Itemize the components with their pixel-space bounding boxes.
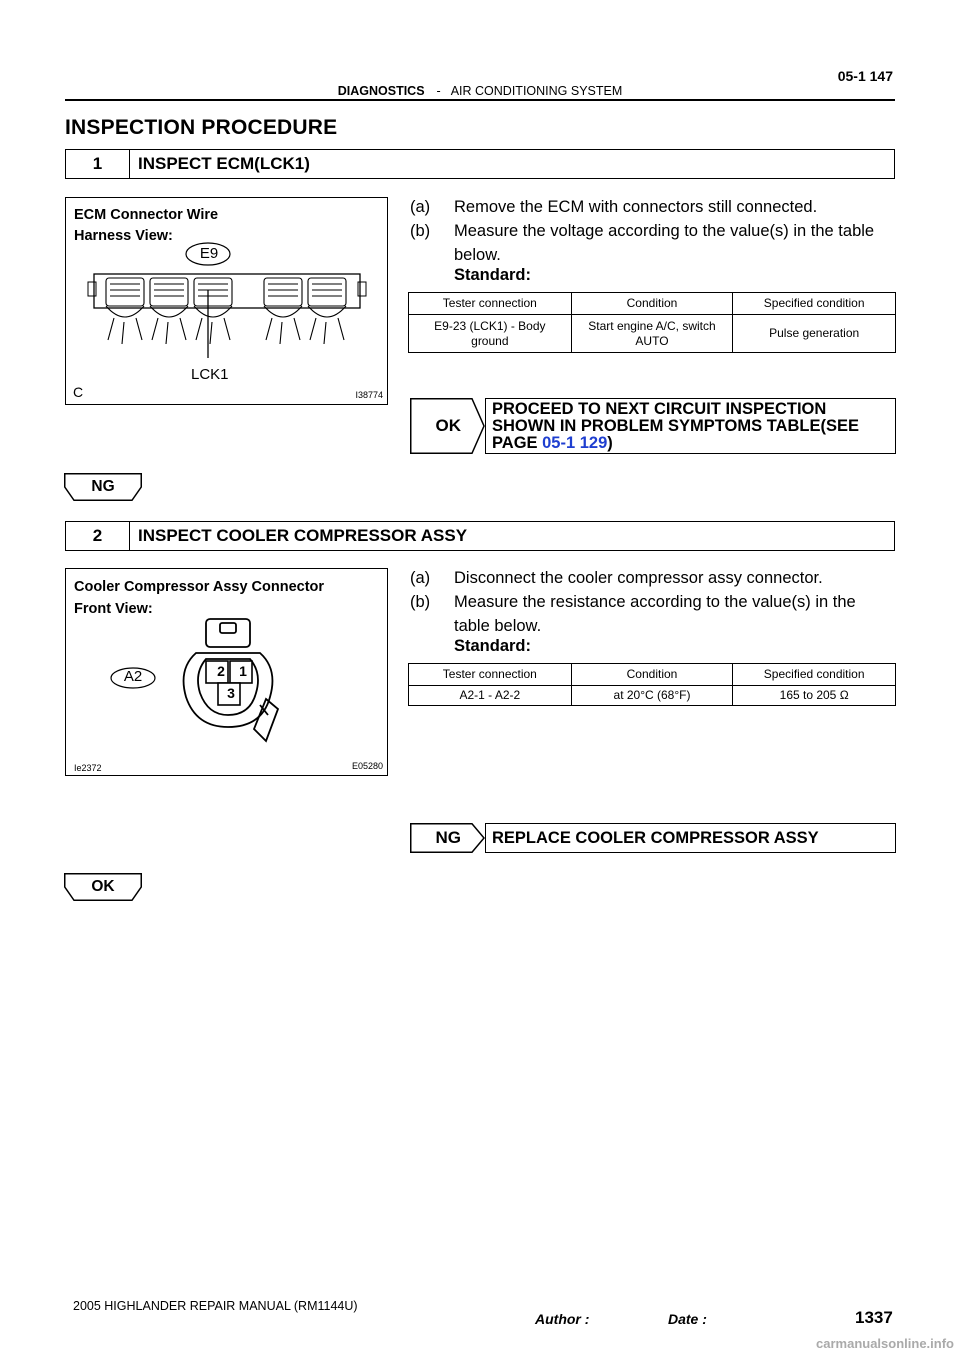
result-ok-line2: SHOWN IN PROBLEM SYMPTOMS TABLE(SEE — [492, 416, 859, 435]
cell-tester-connection: A2-1 - A2-2 — [409, 686, 572, 706]
step-1-title: INSPECT ECM(LCK1) — [138, 154, 310, 173]
pin-lck1-label: LCK1 — [191, 366, 229, 383]
author-label: Author : — [535, 1311, 590, 1327]
result-ng-tag-label: NG — [435, 828, 461, 847]
figure-corner-label: C — [73, 384, 84, 400]
instruction-b-continued: below. — [454, 246, 501, 264]
page-number: 1337 — [855, 1308, 893, 1327]
standard-label-1: Standard: — [454, 266, 532, 284]
header-system: AIR CONDITIONING SYSTEM — [450, 84, 623, 98]
instruction2-b-label: (b) — [410, 593, 431, 611]
figure-title-line2: Harness View: — [74, 228, 173, 244]
result-ng-line1: REPLACE COOLER COMPRESSOR ASSY — [492, 828, 819, 847]
result-ok-tag-label: OK — [435, 416, 461, 435]
step-2-instructions — [410, 566, 896, 616]
instruction-b-text: Measure the voltage according to the value(s) in the table — [454, 222, 875, 240]
result-ng-message — [485, 823, 896, 853]
instruction2-a-text: Disconnect the cooler compressor assy connector. — [454, 569, 823, 587]
col-header-specified: Specified condition — [733, 293, 896, 315]
ecm-connector-figure — [65, 197, 388, 405]
table-header-row — [409, 664, 896, 686]
result-ng-replace[interactable] — [410, 823, 896, 853]
cell-condition: Start engine A/C, switch AUTO — [571, 315, 733, 353]
pin-3-label: 3 — [227, 685, 235, 701]
standard-label-2: Standard: — [454, 637, 532, 655]
table-header-row — [409, 293, 896, 315]
figure2-title-line1: Cooler Compressor Assy Connector — [74, 579, 325, 595]
figure2-code: E05280 — [351, 761, 383, 771]
pin-2-label: 2 — [217, 663, 225, 679]
col-header-specified: Specified condition — [733, 664, 896, 686]
result-ok-message — [485, 398, 896, 454]
step-2-number: 2 — [66, 522, 130, 550]
instruction2-b-continued: table below. — [454, 617, 542, 635]
result-ok-proceed[interactable] — [410, 398, 896, 454]
step-1-bar — [65, 149, 895, 179]
flow-tag-ok-label: OK — [91, 878, 115, 895]
spec-table-2 — [408, 663, 896, 706]
step-1-number: 1 — [66, 150, 130, 178]
col-header-condition: Condition — [571, 664, 733, 686]
table-row — [409, 315, 896, 353]
figure2-title-line2: Front View: — [74, 601, 153, 617]
header-category: DIAGNOSTICS — [337, 84, 425, 98]
table-row — [409, 686, 896, 706]
date-label: Date : — [668, 1311, 707, 1327]
instruction2-a-label: (a) — [410, 569, 431, 587]
section-title: INSPECTION PROCEDURE — [65, 116, 338, 139]
col-header-tester: Tester connection — [409, 293, 572, 315]
result-ok-line1: PROCEED TO NEXT CIRCUIT INSPECTION — [492, 399, 827, 418]
pin-1-label: 1 — [239, 663, 247, 679]
result-ng-tag — [410, 823, 485, 853]
figure2-code-left: Ie2372 — [74, 763, 102, 773]
manual-title: 2005 HIGHLANDER REPAIR MANUAL (RM1144U) — [73, 1299, 358, 1313]
header-breadcrumb — [0, 84, 960, 98]
instruction-b-label: (b) — [410, 222, 431, 240]
spec-table-1 — [408, 292, 896, 353]
header-dash: - — [436, 84, 441, 98]
step-2-bar — [65, 521, 895, 551]
watermark: carmanualsonline.info — [816, 1336, 954, 1351]
flow-tag-ng-label: NG — [91, 478, 115, 495]
compressor-connector-figure — [65, 568, 388, 776]
figure-title-line1: ECM Connector Wire — [74, 207, 219, 223]
cell-tester-connection: E9-23 (LCK1) - Body ground — [409, 315, 572, 353]
figure-code: I38774 — [355, 390, 383, 400]
connector-a2-label: A2 — [123, 668, 143, 685]
flow-tag-ok — [64, 873, 142, 901]
step-1-instructions — [410, 195, 896, 245]
step-2-title: INSPECT COOLER COMPRESSOR ASSY — [138, 526, 468, 545]
instruction2-b-text: Measure the resistance according to the value(s) in the — [454, 593, 856, 611]
result-ok-line3: PAGE 05-1 129) — [492, 433, 613, 452]
flow-tag-ng — [64, 473, 142, 501]
cell-specified-condition: 165 to 205 Ω — [733, 686, 896, 706]
col-header-tester: Tester connection — [409, 664, 572, 686]
cell-condition: at 20°C (68°F) — [571, 686, 733, 706]
header-rule — [65, 99, 895, 101]
page-code: 05-1 147 — [837, 68, 893, 84]
connector-e9-label: E9 — [199, 245, 219, 262]
col-header-condition: Condition — [571, 293, 733, 315]
cell-specified-condition: Pulse generation — [733, 315, 896, 353]
result-ok-tag — [410, 398, 485, 454]
instruction-a-text: Remove the ECM with connectors still connected. — [454, 198, 818, 216]
instruction-a-label: (a) — [410, 198, 431, 216]
page-link[interactable]: 05-1 129 — [542, 433, 608, 452]
